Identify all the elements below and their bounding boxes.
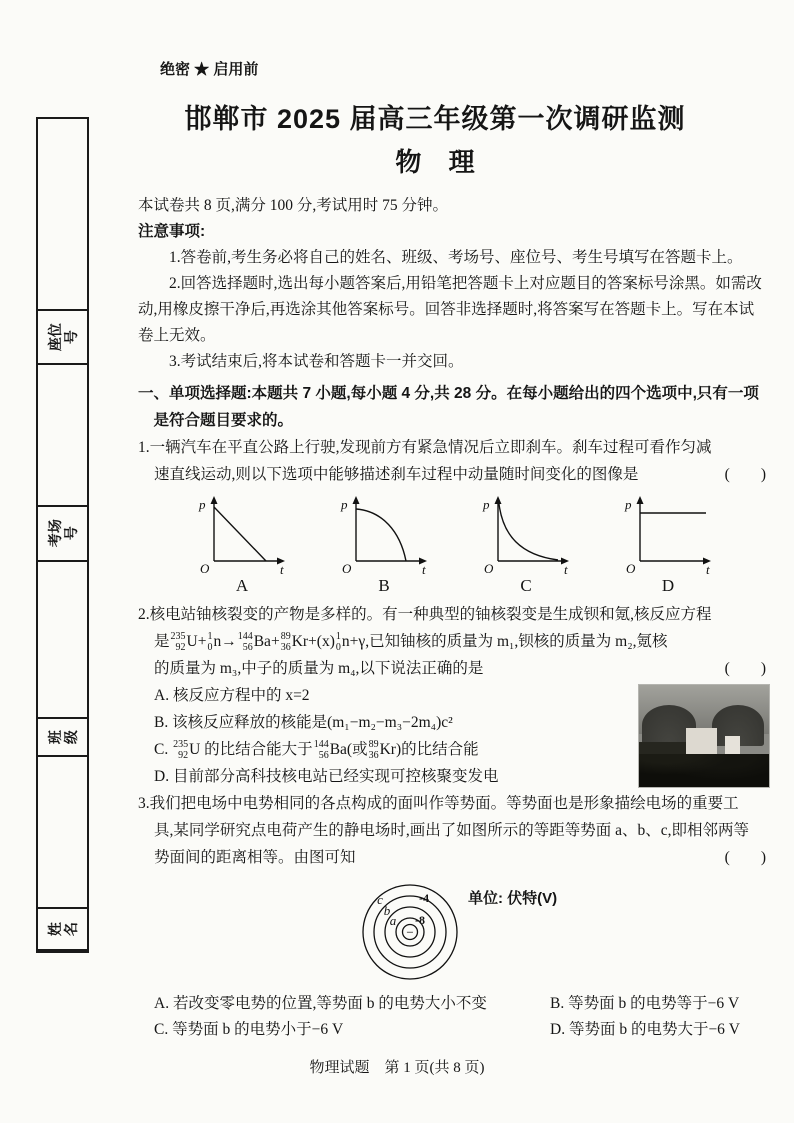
nuclide-uranium: 235 92 [170, 630, 186, 653]
nuclide-krypton-option: 89 36 [368, 738, 379, 761]
q2-option-a: A. 核反应方程中的 x=2 [154, 687, 310, 704]
seat-number-label: 座位 号 [46, 323, 79, 351]
exam-summary: 本试卷共 8 页,满分 100 分,考试用时 75 分钟。 [138, 197, 449, 214]
nuclide-barium: 144 56 [237, 630, 253, 653]
reaction-arrow: → [221, 633, 237, 650]
graph-b-origin-label: O [342, 561, 352, 576]
note-item-3: 3.考试结束后,将本试卷和答题卡一并交回。 [169, 353, 464, 370]
q2-reaction-equation: 是 235 92 U + 1 0 n → 144 56 Ba + 89 36 Kr +(x) 1 0 n +γ ,已知铀核的质量为 m₁,钡核的质量为 m₂,氪核 [138, 628, 766, 655]
class-label: 班 级 [46, 730, 79, 744]
graph-option-a [194, 493, 290, 595]
question-2 [138, 601, 766, 790]
nuclide-uranium-option: 235 92 [173, 738, 189, 761]
q2-answer-brackets: ( ) [724, 660, 766, 677]
graph-c-y-axis-label: p [483, 497, 490, 512]
graph-c-x-axis-label: t [564, 562, 568, 577]
page-footer: 物理试题 第 1 页(共 8 页) [309, 1060, 485, 1076]
graph-b-letter: B [378, 576, 390, 595]
nuclide-neutron-2: 1 0 [335, 630, 341, 653]
ring-a-label: a [389, 913, 397, 928]
graph-c-curve [499, 504, 558, 560]
graph-c-plot [478, 493, 574, 577]
graph-c-letter: C [520, 576, 532, 595]
q2-option-b: B. 该核反应释放的核能是(m₁−m₂−m₃−2m₄)c² [154, 714, 453, 731]
secrecy-label: 绝密 ★ 启用前 [160, 61, 259, 78]
q3-option-c: C. 等势面 b 的电势小于−6 V [154, 1021, 344, 1038]
name-label-cell [38, 907, 87, 951]
subject-title: 物 理 [395, 147, 485, 177]
graph-a-origin-label: O [200, 561, 210, 576]
q3-option-b: B. 等势面 b 的电势等于−6 V [550, 995, 740, 1012]
question-1 [138, 434, 766, 488]
ring-c-label: c [377, 892, 383, 907]
exam-room-label: 考场 号 [46, 519, 79, 548]
notes-title: 注意事项: [138, 223, 206, 240]
section-1-header: 一、单项选择题:本题共 7 小题,每小题 4 分,共 28 分。在每小题给出的四个选项中,只有一项是符合题目要求的。 [138, 385, 759, 429]
q2-line-1: 2.核电站铀核裂变的产物是多样的。有一种典型的铀核裂变是生成钡和氪,核反应方程 [138, 606, 712, 623]
graph-d-plot [620, 493, 716, 577]
graph-d-letter: D [661, 576, 675, 595]
graph-b-x-axis-label: t [422, 562, 426, 577]
nuclear-plant-photo [638, 684, 770, 788]
photo-vegetation [639, 754, 769, 787]
exam-room-label-cell [38, 505, 87, 562]
nuclide-barium-option: 144 56 [313, 738, 329, 761]
photo-building-small [725, 736, 741, 754]
seat-number-blank-cell [38, 119, 87, 309]
q1-answer-brackets: ( ) [724, 466, 766, 483]
q3-answer-brackets: ( ) [724, 849, 766, 866]
graph-d-origin-label: O [626, 561, 636, 576]
graph-a-x-axis-label: t [280, 562, 284, 577]
class-blank-cell [38, 562, 87, 717]
graph-a-letter: A [235, 576, 249, 595]
q3-options [138, 991, 766, 1043]
graph-b-y-axis-label: p [341, 497, 348, 512]
q3-option-d: D. 等势面 b 的电势大于−6 V [550, 1021, 741, 1038]
graph-option-b [336, 493, 432, 595]
graph-a-curve [214, 507, 266, 561]
q3-line-1: 3.我们把电场中电势相同的各点构成的面叫作等势面。等势面也是形象描绘电场的重要工 [138, 795, 739, 812]
nuclide-neutron-1: 1 0 [207, 630, 213, 653]
paper-body [138, 58, 766, 1043]
graph-a-plot [194, 493, 290, 577]
q3-line-2: 具,某同学研究点电荷产生的静电场时,画出了如图所示的等距等势面 a、b、c,即相邻两等 [154, 822, 750, 839]
q1-graph-options [194, 493, 766, 595]
graph-b-plot [336, 493, 432, 577]
graph-d-y-axis-label: p [625, 497, 632, 512]
q1-line-1: 1.一辆汽车在平直公路上行驶,发现前方有紧急情况后立即刹车。刹车过程可看作匀减 [138, 439, 712, 456]
q2-option-c: C. 235 92 U 的比结合能大于 144 56 Ba (或 89 36 Kr )的比结合能 [154, 738, 479, 761]
q3-line-3: 势面间的距离相等。由图可知 ( ) [138, 844, 766, 871]
binding-info-strip [36, 117, 89, 953]
seat-number-label-cell [38, 309, 87, 365]
graph-option-c [478, 493, 574, 595]
note-item-2: 2.回答选择题时,选出每小题答案后,用铅笔把答题卡上对应题目的答案标号涂黑。如需改动,用橡皮擦干净后,再选涂其他答案标号。回答非选择题时,将答案写在答题卡上。写在本试卷上无效。 [138, 275, 762, 344]
q1-line-2: 速直线运动,则以下选项中能够描述刹车过程中动量随时间变化的图像是 ( ) [138, 461, 766, 488]
note-item-1: 1.答卷前,考生务必将自己的姓名、班级、考场号、座位号、考生号填写在答题卡上。 [169, 249, 743, 266]
question-3 [138, 790, 766, 1043]
nuclide-krypton: 89 36 [280, 630, 291, 653]
name-label: 姓 名 [46, 922, 79, 936]
graph-d-x-axis-label: t [706, 562, 710, 577]
page-title: 邯郸市 2025 届高三年级第一次调研监测 [184, 104, 686, 134]
graph-b-curve [356, 509, 406, 561]
exam-room-blank-cell [38, 365, 87, 505]
charge-minus-sign: − [406, 924, 414, 940]
equipotential-diagram [138, 873, 766, 989]
ring-c-value: -4 [419, 891, 429, 905]
unit-note: 单位: 伏特(V) [468, 890, 558, 907]
ring-a-value: -8 [415, 913, 425, 927]
class-label-cell [38, 717, 87, 757]
q2-option-d: D. 目前部分高科技核电站已经实现可控核聚变发电 [154, 768, 499, 785]
graph-a-y-axis-label: p [199, 497, 206, 512]
q2-line-3: 的质量为 m₃,中子的质量为 m₄,以下说法正确的是 ( ) [138, 655, 766, 682]
graph-option-d [620, 493, 716, 595]
equipotential-circles [348, 873, 480, 989]
exam-intro [138, 193, 766, 375]
ring-b-label: b [383, 903, 391, 918]
q2-options [138, 682, 766, 790]
name-blank-cell [38, 757, 87, 907]
graph-c-origin-label: O [484, 561, 494, 576]
q3-option-a: A. 若改变零电势的位置,等势面 b 的电势大小不变 [154, 995, 487, 1012]
